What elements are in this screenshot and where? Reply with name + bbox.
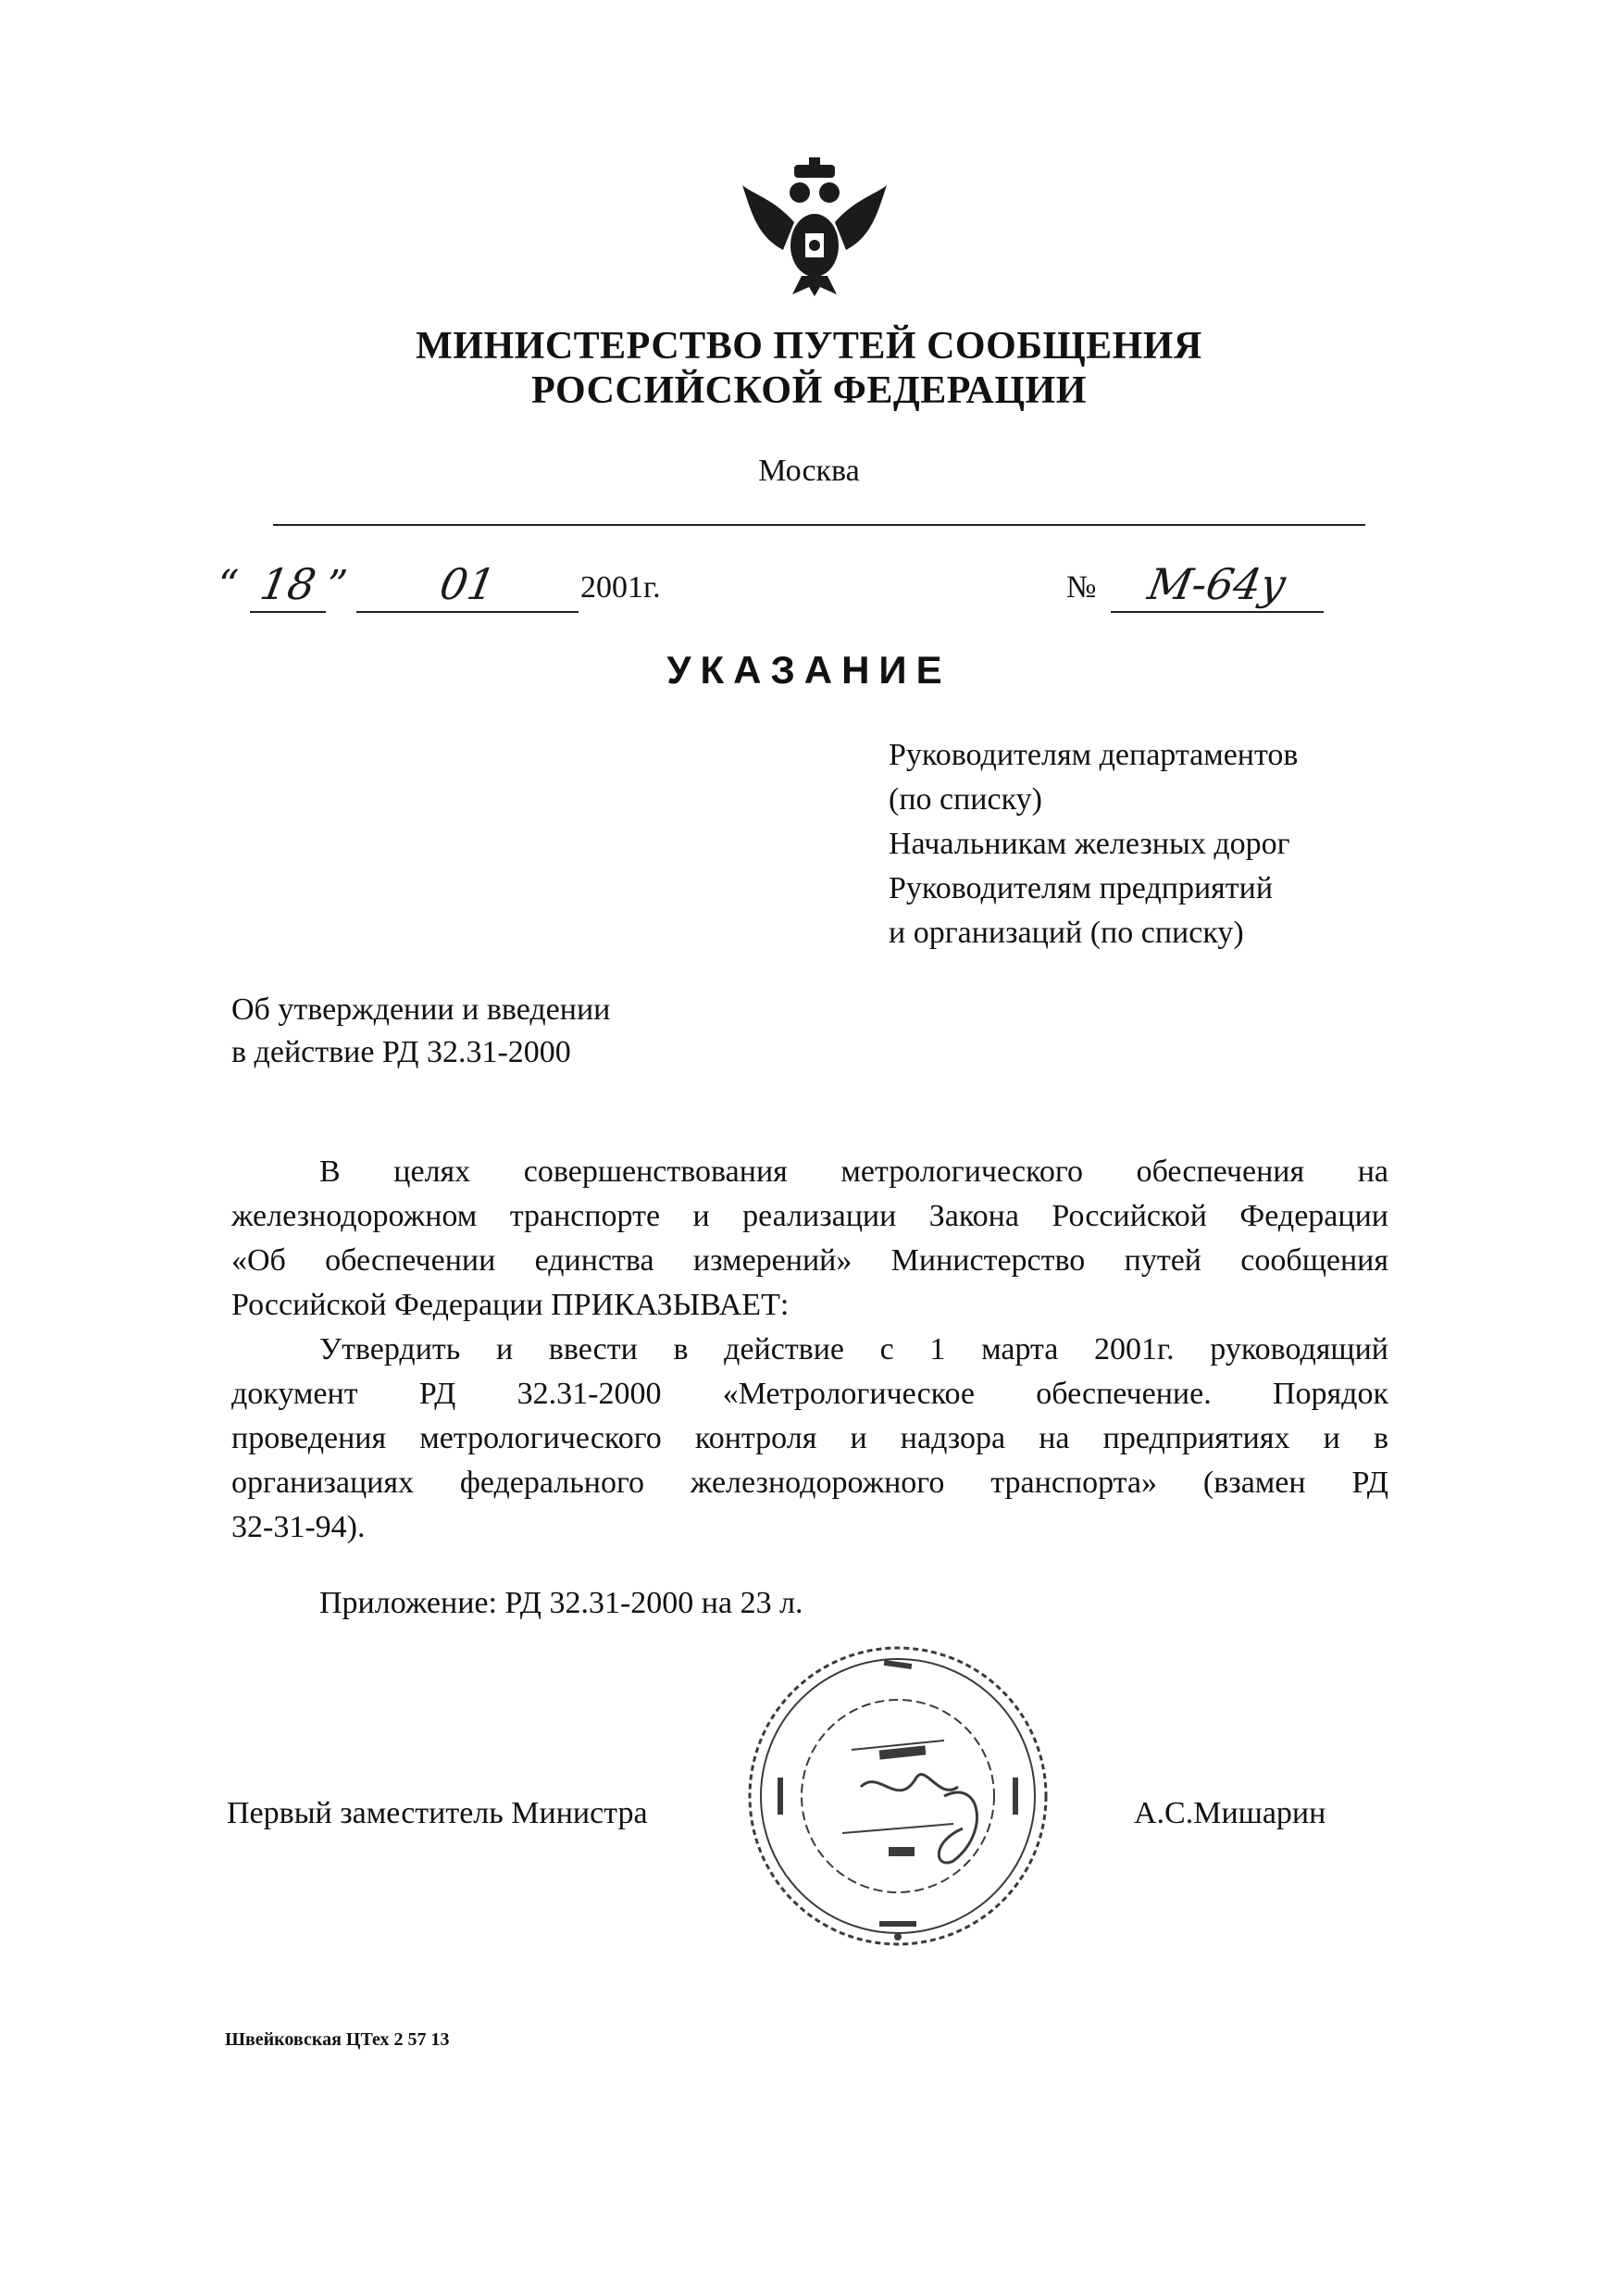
body-line: Утвердить и ввести в действие с 1 марта 2001г. руководящий <box>319 1332 1388 1366</box>
subject-line: Об утверждении и введении <box>231 992 611 1027</box>
subject-line: в действие РД 32.31-2000 <box>231 1035 571 1069</box>
number-label: № <box>1066 570 1097 605</box>
body-line: 32-31-94). <box>231 1510 366 1544</box>
date-month: 01 <box>435 559 500 609</box>
double-headed-eagle-emblem-icon <box>737 157 892 296</box>
header-divider <box>273 524 1365 526</box>
body-line: организациях федерального железнодорожного транспорта» (взамен РД <box>231 1466 1388 1500</box>
attachment-note: Приложение: РД 32.31-2000 на 23 л. <box>319 1586 803 1620</box>
signatory-name: А.С.Мишарин <box>1134 1796 1326 1830</box>
date-year: 2001г. <box>580 570 661 605</box>
body-line: железнодорожном транспорте и реализации Закона Российской Федерации <box>231 1199 1388 1233</box>
signatory-position: Первый заместитель Министра <box>227 1796 648 1830</box>
body-line: проведения метрологического контроля и надзора на предприятиях и в <box>231 1421 1388 1455</box>
addressee-line: и организаций (по списку) <box>889 916 1244 950</box>
ministry-name-line-2: РОССИЙСКОЙ ФЕДЕРАЦИИ <box>531 369 1087 412</box>
date-close-quote: ” <box>328 562 349 609</box>
round-stamp-seal-icon <box>741 1639 1055 1953</box>
document-title: УКАЗАНИЕ <box>666 648 952 692</box>
date-open-quote: “ <box>218 562 240 609</box>
body-line: «Об обеспечении единства измерений» Министерство путей сообщения <box>231 1243 1388 1278</box>
ministry-name-line-1: МИНИСТЕРСТВО ПУТЕЙ СООБЩЕНИЯ <box>416 325 1202 368</box>
city: Москва <box>758 454 860 488</box>
date-day: 18 <box>255 559 320 609</box>
document-number-field <box>1111 559 1324 613</box>
addressee-line: (по списку) <box>889 782 1042 817</box>
body-line: Российской Федерации ПРИКАЗЫВАЕТ: <box>231 1288 790 1322</box>
document-number: М-64у <box>1144 559 1290 609</box>
body-line: документ РД 32.31-2000 «Метрологическое обеспечение. Порядок <box>231 1377 1388 1411</box>
date-month-field <box>356 559 579 613</box>
body-line: В целях совершенствования метрологического обеспечения на <box>319 1154 1388 1189</box>
addressee-line: Начальникам железных дорог <box>889 827 1290 861</box>
addressee-line: Руководителям предприятий <box>889 871 1274 905</box>
executor-footnote: Швейковская ЦТех 2 57 13 <box>225 2029 450 2050</box>
addressee-line: Руководителям департаментов <box>889 738 1299 772</box>
date-day-field <box>250 559 326 613</box>
